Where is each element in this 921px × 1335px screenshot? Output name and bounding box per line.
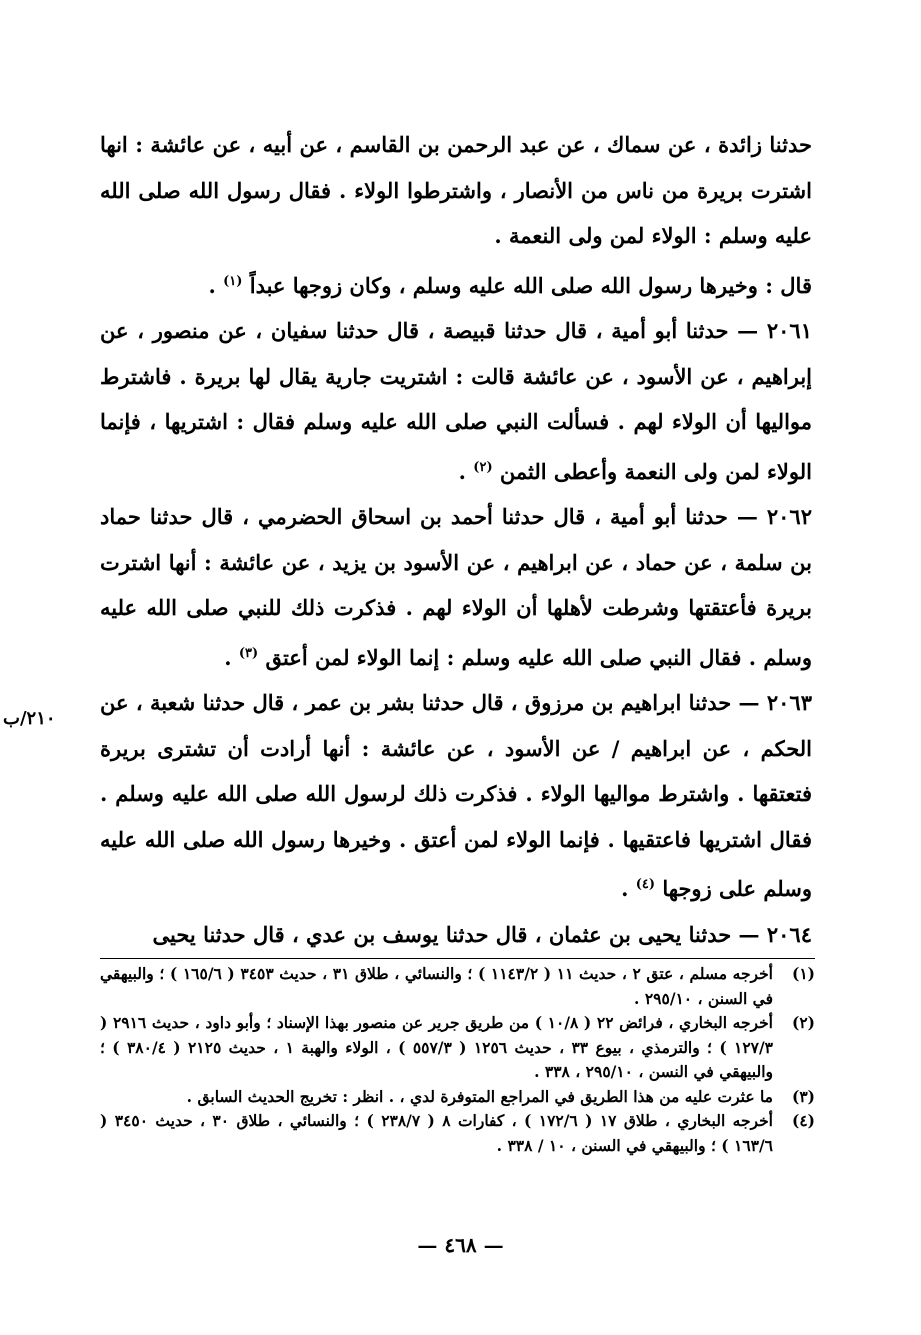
paragraph-end: .: [621, 876, 629, 901]
footnote-text: ما عثرت عليه من هذا الطريق في المراجع المتوفرة لدي ، . انظر : تخريج الحديث السابق .: [186, 1086, 773, 1106]
paragraph: [100, 122, 812, 259]
footnote: [100, 962, 815, 1011]
footnote: [100, 1085, 815, 1110]
hadith-2062: [100, 494, 812, 680]
footnote-number: (٣): [791, 1086, 815, 1106]
footnote-number: (٤): [791, 1111, 815, 1130]
footnote-text: أخرجه البخاري ، طلاق ١٧ ( ١٧٢/٦ ) ، كفارات ٨ ( ٢٣٨/٧ ) ؛ والنسائي ، طلاق ٣٠ ، حديث ٣٤٥٠ ( ١٦٣/٦ ) ؛ والبيهقي في السنن ، ١٠ / ٣٣٨ .: [100, 1111, 773, 1155]
hadith-2063: [100, 680, 812, 912]
hadith-2064: [100, 912, 812, 958]
footnotes: [100, 962, 815, 1158]
manuscript-folio-marker: ٢١٠/ب: [3, 708, 56, 729]
footnote-ref: (٤): [635, 877, 656, 892]
paragraph: [100, 259, 812, 309]
paragraph-text: ٢٠٦٤ — حدثنا يحيى بن عثمان ، قال حدثنا يوسف بن عدي ، قال حدثنا يحيى: [152, 921, 812, 947]
footnote-number: (١): [791, 964, 815, 983]
hadith-2061: [100, 308, 812, 494]
paragraph-text: حدثنا زائدة ، عن سماك ، عن عبد الرحمن بن القاسم ، عن أبيه ، عن عائشة : انها اشترت بريرة من ناس من الأنصار ، واشترطوا الولاء . فقال رسول الله صلى الله عليه وسلم : الولاء لمن ولى النعمة .: [100, 132, 812, 248]
footnote-ref: (١): [223, 273, 243, 289]
paragraph-text: قال : وخيرها رسول الله صلى الله عليه وسلم ، وكان زوجها عبداً: [249, 272, 812, 298]
paragraph-end: .: [208, 272, 216, 298]
footnote: [100, 1109, 815, 1158]
paragraph-end: .: [224, 644, 232, 670]
footnote-number: (٢): [791, 1013, 815, 1032]
footnote-text: أخرجه البخاري ، فرائض ٢٢ ( ١٠/٨ ) من طريق جرير عن منصور بهذا الإسناد ؛ وأبو داود ، حديث ٢٩١٦ ( ١٢٧/٣ ) ؛ والترمذي ، بيوع ٣٣ ، حديث ١٢٥٦ ( ٥٥٧/٣ ) ، الولاء والهبة ١ ، حديث ٢١٢٥ ( ٣٨٠/٤ ) ؛ والبيهقي في النسن ، ٢٩٥/١٠ ، ٣٣٨ .: [100, 1013, 773, 1081]
paragraph-end: .: [458, 458, 466, 484]
page-number: — ٤٦٨ —: [417, 1233, 504, 1257]
footnote-ref: (٢): [473, 459, 493, 475]
footnote: [100, 1011, 815, 1085]
paragraph-text: ٢٠٦٢ — حدثنا أبو أمية ، قال حدثنا أحمد بن اسحاق الحضرمي ، قال حدثنا حماد بن سلمة ، عن حماد ، عن ابراهيم ، عن الأسود بن يزيد ، عن عائشة : أنها اشترت بريرة فأعتقتها وشرطت لأهلها أن الولاء لهم . فذكرت ذلك للنبي صلى الله عليه وسلم . فقال النبي صلى الله عليه وسلم : إنما الولاء لمن أعتق: [100, 504, 812, 670]
footnote-text: أخرجه مسلم ، عتق ٢ ، حديث ١١ ( ١١٤٣/٢ ) ؛ والنسائي ، طلاق ٣١ ، حديث ٣٤٥٣ ( ١٦٥/٦ ) ؛ والبيهقي في السنن ، ٢٩٥/١٠ .: [100, 964, 773, 1008]
main-text: [100, 122, 812, 957]
paragraph-text: ٢٠٦٣ — حدثنا ابراهيم بن مرزوق ، قال حدثنا بشر بن عمر ، قال حدثنا شعبة ، عن الحكم ، عن ابراهيم / عن الأسود ، عن عائشة : أنها أرادت أن تشترى بريرة فتعتقها . واشترط مواليها الولاء . فذكرت ذلك لرسول الله صلى الله عليه وسلم . فقال اشتريها فاعتقيها . فإنما الولاء لمن أعتق . وخيرها رسول الله صلى الله عليه وسلم على زوجها: [100, 690, 812, 901]
footnote-separator: [100, 958, 815, 959]
footnote-ref: (٣): [238, 645, 259, 661]
paragraph-text: ٢٠٦١ — حدثنا أبو أمية ، قال حدثنا قبيصة ، قال حدثنا سفيان ، عن منصور ، عن إبراهيم ، عن الأسود ، عن عائشة قالت : اشتريت جارية يقال لها بريرة . فاشترط مواليها أن الولاء لهم . فسألت النبي صلى الله عليه وسلم فقال : اشتريها ، فإنما الولاء لمن ولى النعمة وأعطى الثمن: [100, 318, 813, 484]
